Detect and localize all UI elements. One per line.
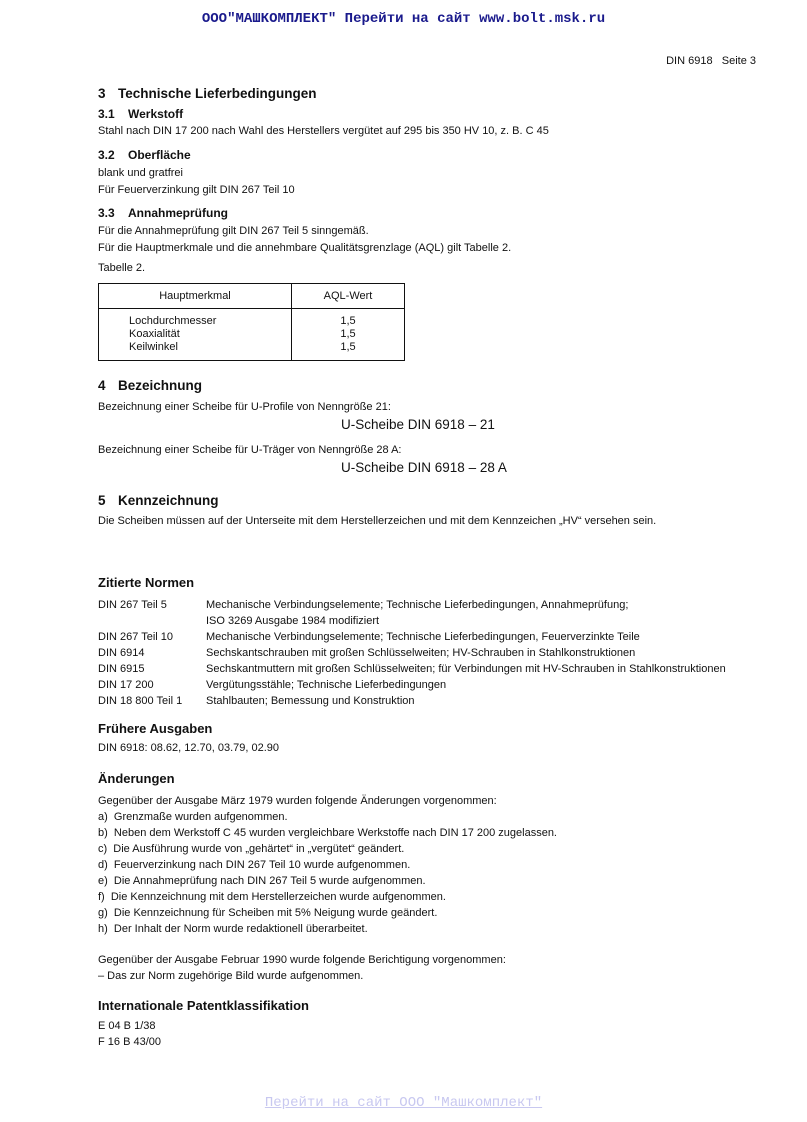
norm-row: DIN 6915 Sechskantmuttern mit großen Schlüsselweiten; für Verbindungen mit HV-Schrauben in Stahlkonstruktionen <box>98 663 726 675</box>
table-cell: 1,5 <box>340 328 356 340</box>
aql-table <box>98 283 405 361</box>
section-5-heading: 5 Kennzeichnung <box>98 493 219 508</box>
section-3-3-heading: 3.3 Annahmeprüfung <box>98 206 228 220</box>
table-cell: Keilwinkel <box>129 341 178 353</box>
change-item: f) Die Kennzeichnung mit dem Herstellerzeichen wurde aufgenommen. <box>98 891 446 903</box>
designation-example: U-Scheibe DIN 6918 – 21 <box>341 417 495 432</box>
change-item: c) Die Ausführung wurde von „gehärtet“ in „vergütet“ geändert. <box>98 843 405 855</box>
table-cell: Koaxialität <box>129 328 180 340</box>
table-cell: Lochdurchmesser <box>129 315 217 327</box>
change-item: g) Die Kennzeichnung für Scheiben mit 5% Neigung wurde geändert. <box>98 907 438 919</box>
section-3-3-line: Für die Hauptmerkmale und die annehmbare Qualitätsgrenzlage (AQL) gilt Tabelle 2. <box>98 242 512 254</box>
ipc-code: E 04 B 1/38 <box>98 1020 156 1032</box>
site-link-footer[interactable]: Перейти на сайт ООО "Машкомплект" <box>264 1095 543 1111</box>
norm-row: DIN 6914 Sechskantschrauben mit großen Schlüsselweiten; HV-Schrauben in Stahlkonstruktionen <box>98 647 636 659</box>
ipc-heading: Internationale Patentklassifikation <box>98 998 309 1013</box>
section-3-1-heading: 3.1 Werkstoff <box>98 107 184 121</box>
correction-item: – Das zur Norm zugehörige Bild wurde aufgenommen. <box>98 970 364 982</box>
correction-intro: Gegenüber der Ausgabe Februar 1990 wurde folgende Berichtigung vorgenommen: <box>98 954 506 966</box>
changes-heading: Änderungen <box>98 771 175 786</box>
site-link-top[interactable]: ООО"МАШКОМПЛЕКТ" Перейти на сайт www.bolt.msk.ru <box>201 11 606 27</box>
section-4-heading: 4 Bezeichnung <box>98 378 203 393</box>
norm-row: DIN 267 Teil 5 Mechanische Verbindungselemente; Technische Lieferbedingungen, Annahmeprüfung; ISO 3269 Ausgabe 1984 modifiziert <box>98 599 629 627</box>
earlier-editions-text: DIN 6918: 08.62, 12.70, 03.79, 02.90 <box>98 742 280 754</box>
designation-text: Bezeichnung einer Scheibe für U-Träger von Nenngröße 28 A: <box>98 444 402 456</box>
norm-row: DIN 267 Teil 10 Mechanische Verbindungselemente; Technische Lieferbedingungen, Feuerverzinkte Teile <box>98 631 640 643</box>
change-item: e) Die Annahmeprüfung nach DIN 267 Teil 5 wurde aufgenommen. <box>98 875 426 887</box>
norm-row: DIN 17 200 Vergütungsstähle; Technische Lieferbedingungen <box>98 679 447 691</box>
section-3-2-line: blank und gratfrei <box>98 167 183 179</box>
change-item: h) Der Inhalt der Norm wurde redaktionell überarbeitet. <box>98 923 368 935</box>
section-3-3-line: Für die Annahmeprüfung gilt DIN 267 Teil 5 sinngemäß. <box>98 225 369 237</box>
change-item: a) Grenzmaße wurden aufgenommen. <box>98 811 288 823</box>
cited-norms-heading: Zitierte Normen <box>98 575 195 590</box>
section-3-2-line: Für Feuerverzinkung gilt DIN 267 Teil 10 <box>98 184 295 196</box>
changes-list <box>98 793 557 937</box>
changes-intro: Gegenüber der Ausgabe März 1979 wurden folgende Änderungen vorgenommen: <box>98 795 497 807</box>
cited-norms-list <box>98 597 726 709</box>
ipc-code: F 16 B 43/00 <box>98 1036 161 1048</box>
table-caption: Tabelle 2. <box>98 262 146 274</box>
designation-example: U-Scheibe DIN 6918 – 28 A <box>341 460 507 475</box>
table-cell: 1,5 <box>340 315 356 327</box>
table-cell: 1,5 <box>340 341 356 353</box>
change-item: d) Feuerverzinkung nach DIN 267 Teil 10 wurde aufgenommen. <box>98 859 411 871</box>
table-header: Hauptmerkmal <box>99 284 292 309</box>
table-header: AQL-Wert <box>292 284 405 309</box>
page-reference: DIN 6918 Seite 3 <box>666 55 756 67</box>
norm-row: DIN 18 800 Teil 1 Stahlbauten; Bemessung und Konstruktion <box>98 695 415 707</box>
earlier-editions-heading: Frühere Ausgaben <box>98 721 213 736</box>
change-item: b) Neben dem Werkstoff C 45 wurden vergleichbare Werkstoffe nach DIN 17 200 zugelassen. <box>98 827 557 839</box>
section-3-1-text: Stahl nach DIN 17 200 nach Wahl des Herstellers vergütet auf 295 bis 350 HV 10, z. B. C 45 <box>98 125 549 137</box>
marking-text: Die Scheiben müssen auf der Unterseite mit dem Herstellerzeichen und mit dem Kennzeichen „HV“ versehen sein. <box>98 515 657 527</box>
section-3-heading: 3 Technische Lieferbedingungen <box>98 86 317 101</box>
designation-text: Bezeichnung einer Scheibe für U-Profile von Nenngröße 21: <box>98 401 391 413</box>
section-3-2-heading: 3.2 Oberfläche <box>98 148 191 162</box>
